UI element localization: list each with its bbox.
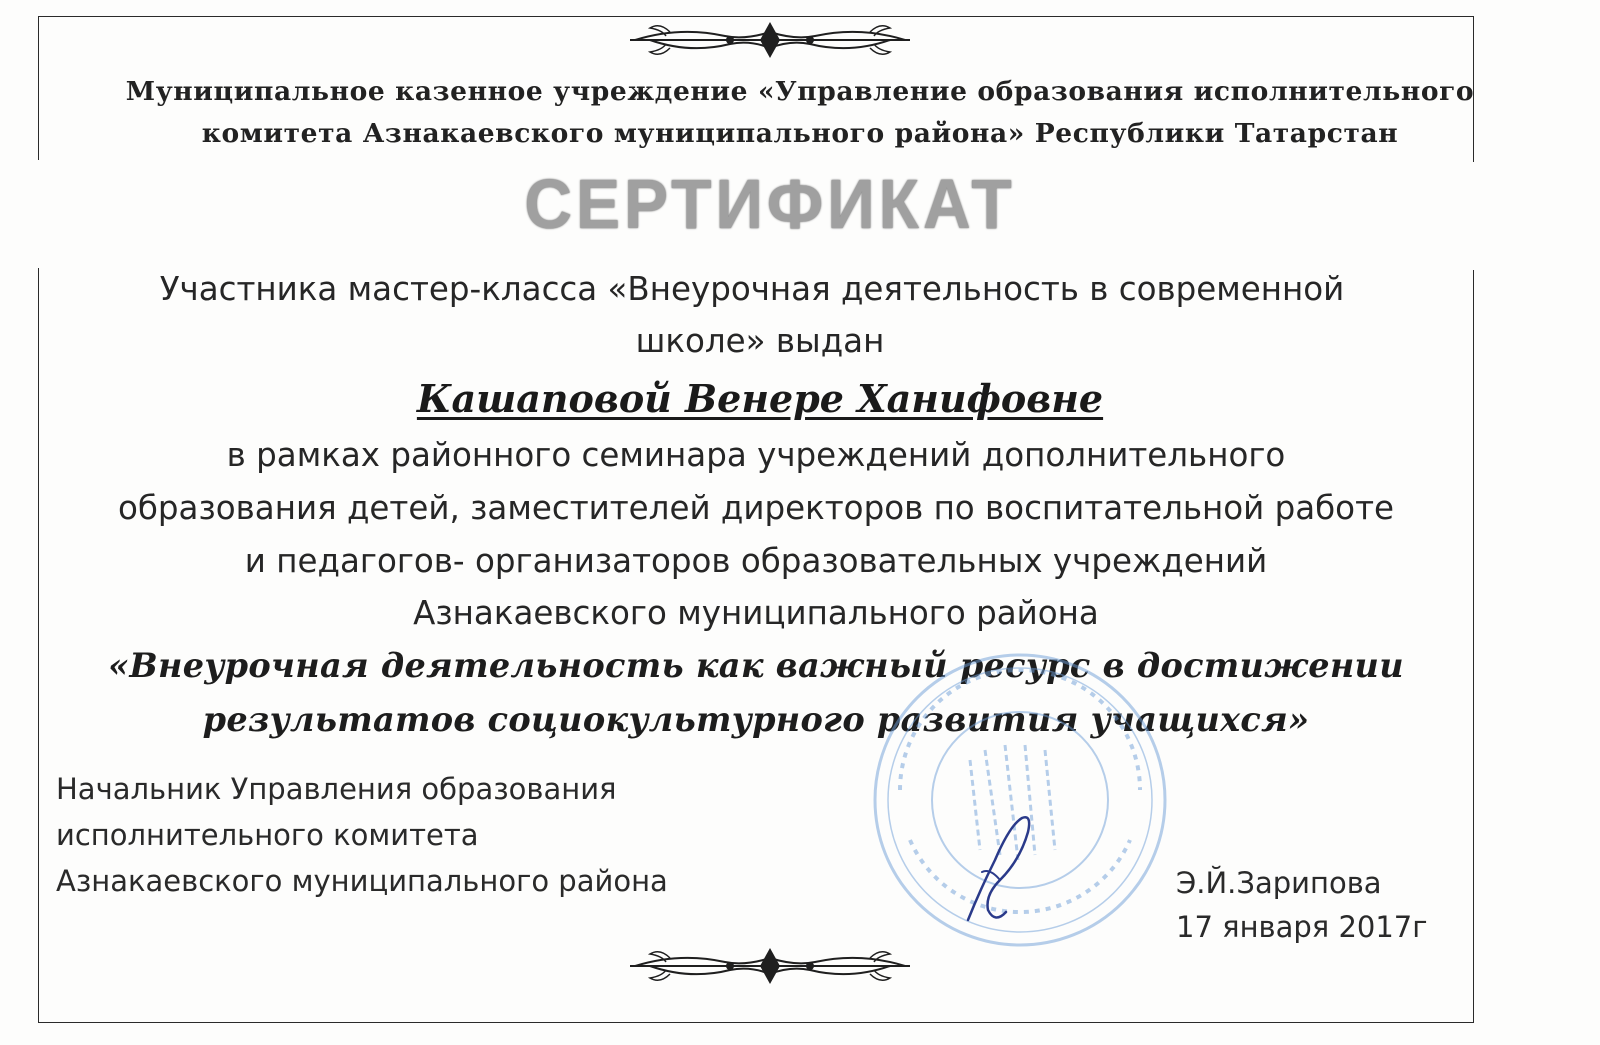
context-line-4: Азнакаевского муниципального района bbox=[413, 594, 1099, 632]
certificate-title: СЕРТИФИКАТ bbox=[524, 165, 1016, 243]
intro-line-1: Участника мастер-класса «Внеурочная деятельность в современной bbox=[159, 270, 1345, 308]
top-ornament-icon bbox=[610, 14, 930, 66]
signatory-position-line-3: Азнакаевского муниципального района bbox=[56, 864, 668, 898]
issuer-line-2: комитета Азнакаевского муниципального района» Республики Татарстан bbox=[201, 118, 1399, 149]
topic-line-2: результатов социокультурного развития учащихся» bbox=[202, 700, 1310, 739]
context-line-1: в рамках районного семинара учреждений дополнительного bbox=[226, 436, 1286, 474]
recipient-name: Кашаповой Венере Ханифовне bbox=[416, 376, 1104, 421]
bottom-ornament-icon bbox=[610, 940, 930, 992]
context-line-3: и педагогов- организаторов образовательных учреждений bbox=[244, 542, 1268, 580]
topic-line-1: «Внеурочная деятельность как важный ресурс в достижении bbox=[108, 646, 1404, 685]
intro-line-2: школе» выдан bbox=[635, 322, 885, 360]
context-line-2: образования детей, заместителей директоров по воспитательной работе bbox=[117, 489, 1394, 527]
issue-date: 17 января 2017г bbox=[1176, 910, 1428, 944]
signatory-position-line-2: исполнительного комитета bbox=[56, 818, 479, 852]
handwritten-signature bbox=[940, 800, 1060, 930]
signatory-name: Э.Й.Зарипова bbox=[1176, 866, 1382, 900]
issuer-line-1: Муниципальное казенное учреждение «Управление образования исполнительного bbox=[125, 76, 1475, 107]
signatory-position-line-1: Начальник Управления образования bbox=[56, 772, 617, 806]
